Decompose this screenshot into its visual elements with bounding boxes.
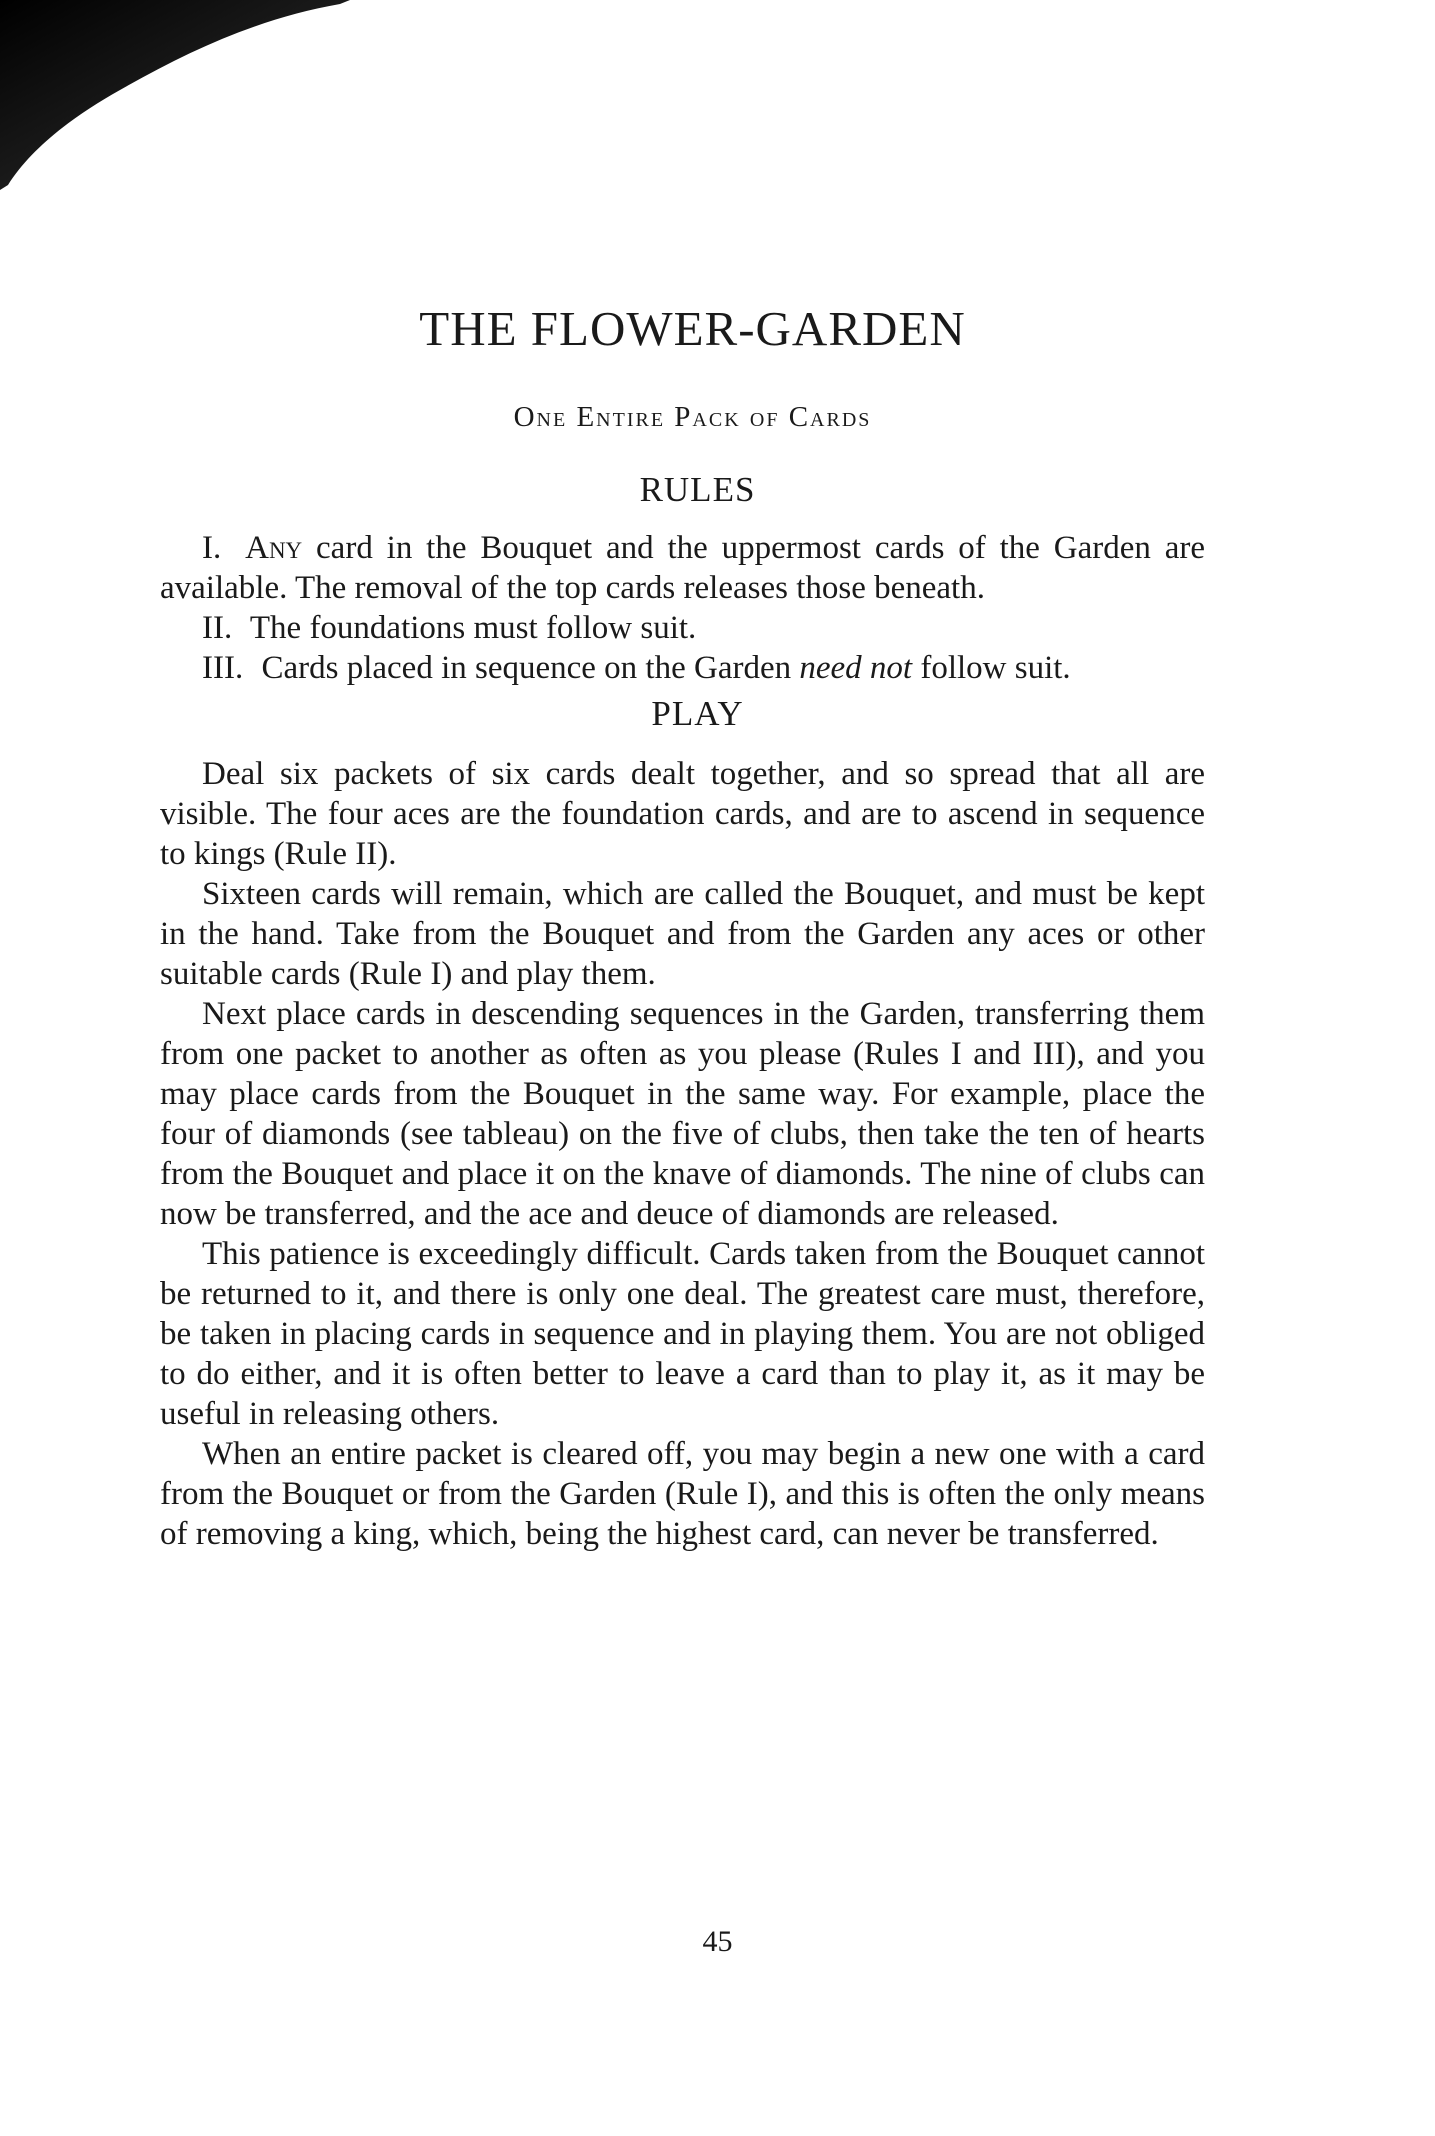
- rule-numeral: III.: [202, 650, 244, 686]
- rule-text: follow suit.: [920, 650, 1071, 686]
- rule-emphasis: need not: [799, 650, 913, 686]
- rule-item: [160, 608, 1205, 648]
- rule-numeral: II.: [202, 610, 233, 646]
- rule-text: card in the Bouquet and the uppermost cards of the Garden are available. The removal of the top cards releases those beneath.: [160, 530, 1206, 606]
- rule-numeral: I.: [202, 530, 222, 566]
- page-number: 45: [702, 1925, 733, 1958]
- page-subtitle: One Entire Pack of Cards: [513, 401, 872, 433]
- play-paragraph: When an entire packet is cleared off, you may begin a new one with a card from the Bouquet or from the Garden (Rule I), and this is often the only means of removing a king, which, being the highest card, can never be transferred.: [160, 1436, 1205, 1552]
- rule-text: Cards placed in sequence on the Garden: [261, 650, 792, 686]
- play-heading: PLAY: [651, 694, 744, 733]
- page-title: THE FLOWER-GARDEN: [419, 301, 966, 356]
- play-section: [160, 754, 1205, 1554]
- play-paragraph: Sixteen cards will remain, which are called the Bouquet, and must be kept in the hand. Take from the Bouquet and from the Garden any aces or other suitable cards (Rule I) and play them.: [160, 876, 1205, 992]
- rule-text: The foundations must follow suit.: [249, 610, 697, 646]
- page-corner-shadow: [0, 0, 360, 190]
- rule-lead-word: Any: [245, 530, 303, 566]
- rule-item: [160, 648, 1205, 688]
- play-paragraph: Deal six packets of six cards dealt together, and so spread that all are visible. The four aces are the foundation cards, and are to ascend in sequence to kings (Rule II).: [160, 756, 1205, 872]
- rule-item: [160, 528, 1205, 608]
- rules-heading: RULES: [639, 470, 756, 509]
- page-content: [160, 300, 1205, 1554]
- rules-list: [160, 528, 1205, 688]
- play-paragraph: This patience is exceedingly difficult. Cards taken from the Bouquet cannot be returned to it, and there is only one deal. The greatest care must, therefore, be taken in placing cards in sequence and in playing them. You are not obliged to do either, and it is often better to leave a card than to play it, as it may be useful in releasing others.: [160, 1236, 1205, 1432]
- play-paragraph: Next place cards in descending sequences in the Garden, transferring them from one packet to another as often as you please (Rules I and III), and you may place cards from the Bouquet in the same way. For example, place the four of diamonds (see tableau) on the five of clubs, then take the ten of hearts from the Bouquet and place it on the knave of diamonds. The nine of clubs can now be transferred, and the ace and deuce of diamonds are released.: [160, 996, 1205, 1232]
